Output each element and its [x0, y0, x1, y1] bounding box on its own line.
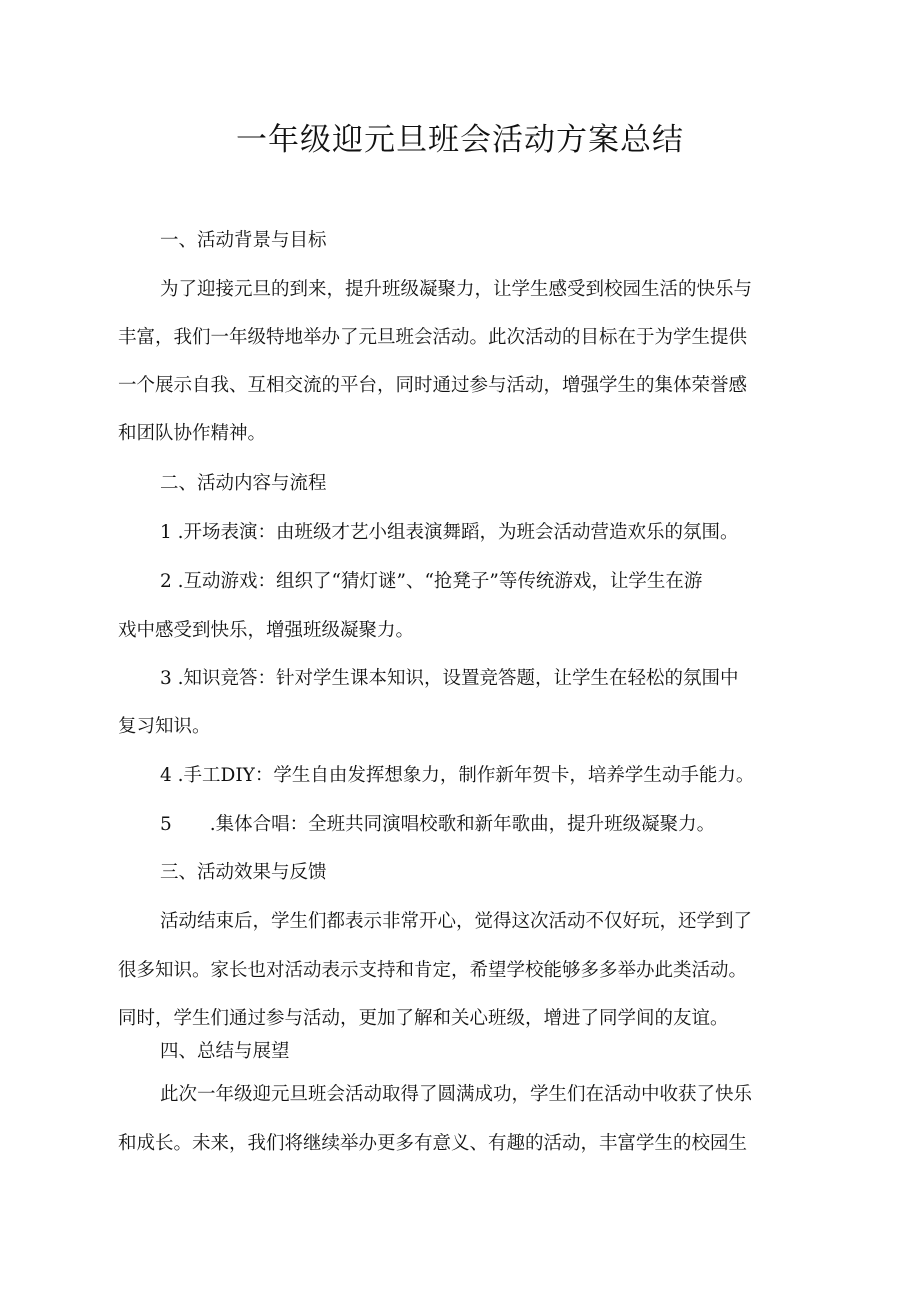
section-heading-4: 四、总结与展望: [160, 1041, 290, 1062]
paragraph-line: 和团队协作精神。: [118, 423, 267, 444]
list-item-5: [160, 810, 860, 840]
list-item-5-text: .集体合唱：全班共同演唱校歌和新年歌曲，提升班级凝聚力。: [209, 814, 716, 835]
list-item-2-continued: 戏中感受到快乐，增强班级凝聚力。: [118, 620, 415, 641]
section-heading-1: 一、活动背景与目标: [160, 230, 327, 251]
paragraph-line: 活动结束后，学生们都表示非常开心，觉得这次活动不仅好玩，还学到了: [160, 911, 753, 932]
paragraph-line: 和成长。未来，我们将继续举办更多有意义、有趣的活动，丰富学生的校园生: [118, 1133, 748, 1154]
section-heading-2: 二、活动内容与流程: [160, 473, 327, 494]
section-heading-3: 三、活动效果与反馈: [160, 862, 327, 883]
paragraph-line: 同时，学生们通过参与活动，更加了解和关心班级，增进了同学间的友谊。: [118, 1008, 729, 1029]
paragraph-line: 此次一年级迎元旦班会活动取得了圆满成功，学生们在活动中收获了快乐: [160, 1084, 753, 1105]
paragraph-line: 为了迎接元旦的到来，提升班级凝聚力，让学生感受到校园生活的快乐与: [160, 279, 753, 300]
list-item-4: 4 .手工DIY：学生自由发挥想象力，制作新年贺卡，培养学生动手能力。: [160, 765, 755, 786]
document-title: 一年级迎元旦班会活动方案总结: [236, 122, 684, 158]
list-item-3: 3 .知识竞答：针对学生课本知识，设置竞答题，让学生在轻松的氛围中: [160, 668, 739, 689]
list-item-1: 1 .开场表演：由班级才艺小组表演舞蹈，为班会活动营造欢乐的氛围。: [160, 522, 739, 543]
paragraph-line: 很多知识。家长也对活动表示支持和肯定，希望学校能够多多举办此类活动。: [118, 960, 748, 981]
paragraph-line: 丰富，我们一年级特地举办了元旦班会活动。此次活动的目标在于为学生提供: [118, 327, 748, 348]
list-item-5-number: 5: [160, 814, 172, 835]
list-item-3-continued: 复习知识。: [118, 716, 211, 737]
list-item-2: 2 .互动游戏：组织了“猜灯谜”、“抢凳子”等传统游戏，让学生在游: [160, 571, 703, 592]
paragraph-line: 一个展示自我、互相交流的平台，同时通过参与活动，增强学生的集体荣誉感: [118, 375, 748, 396]
